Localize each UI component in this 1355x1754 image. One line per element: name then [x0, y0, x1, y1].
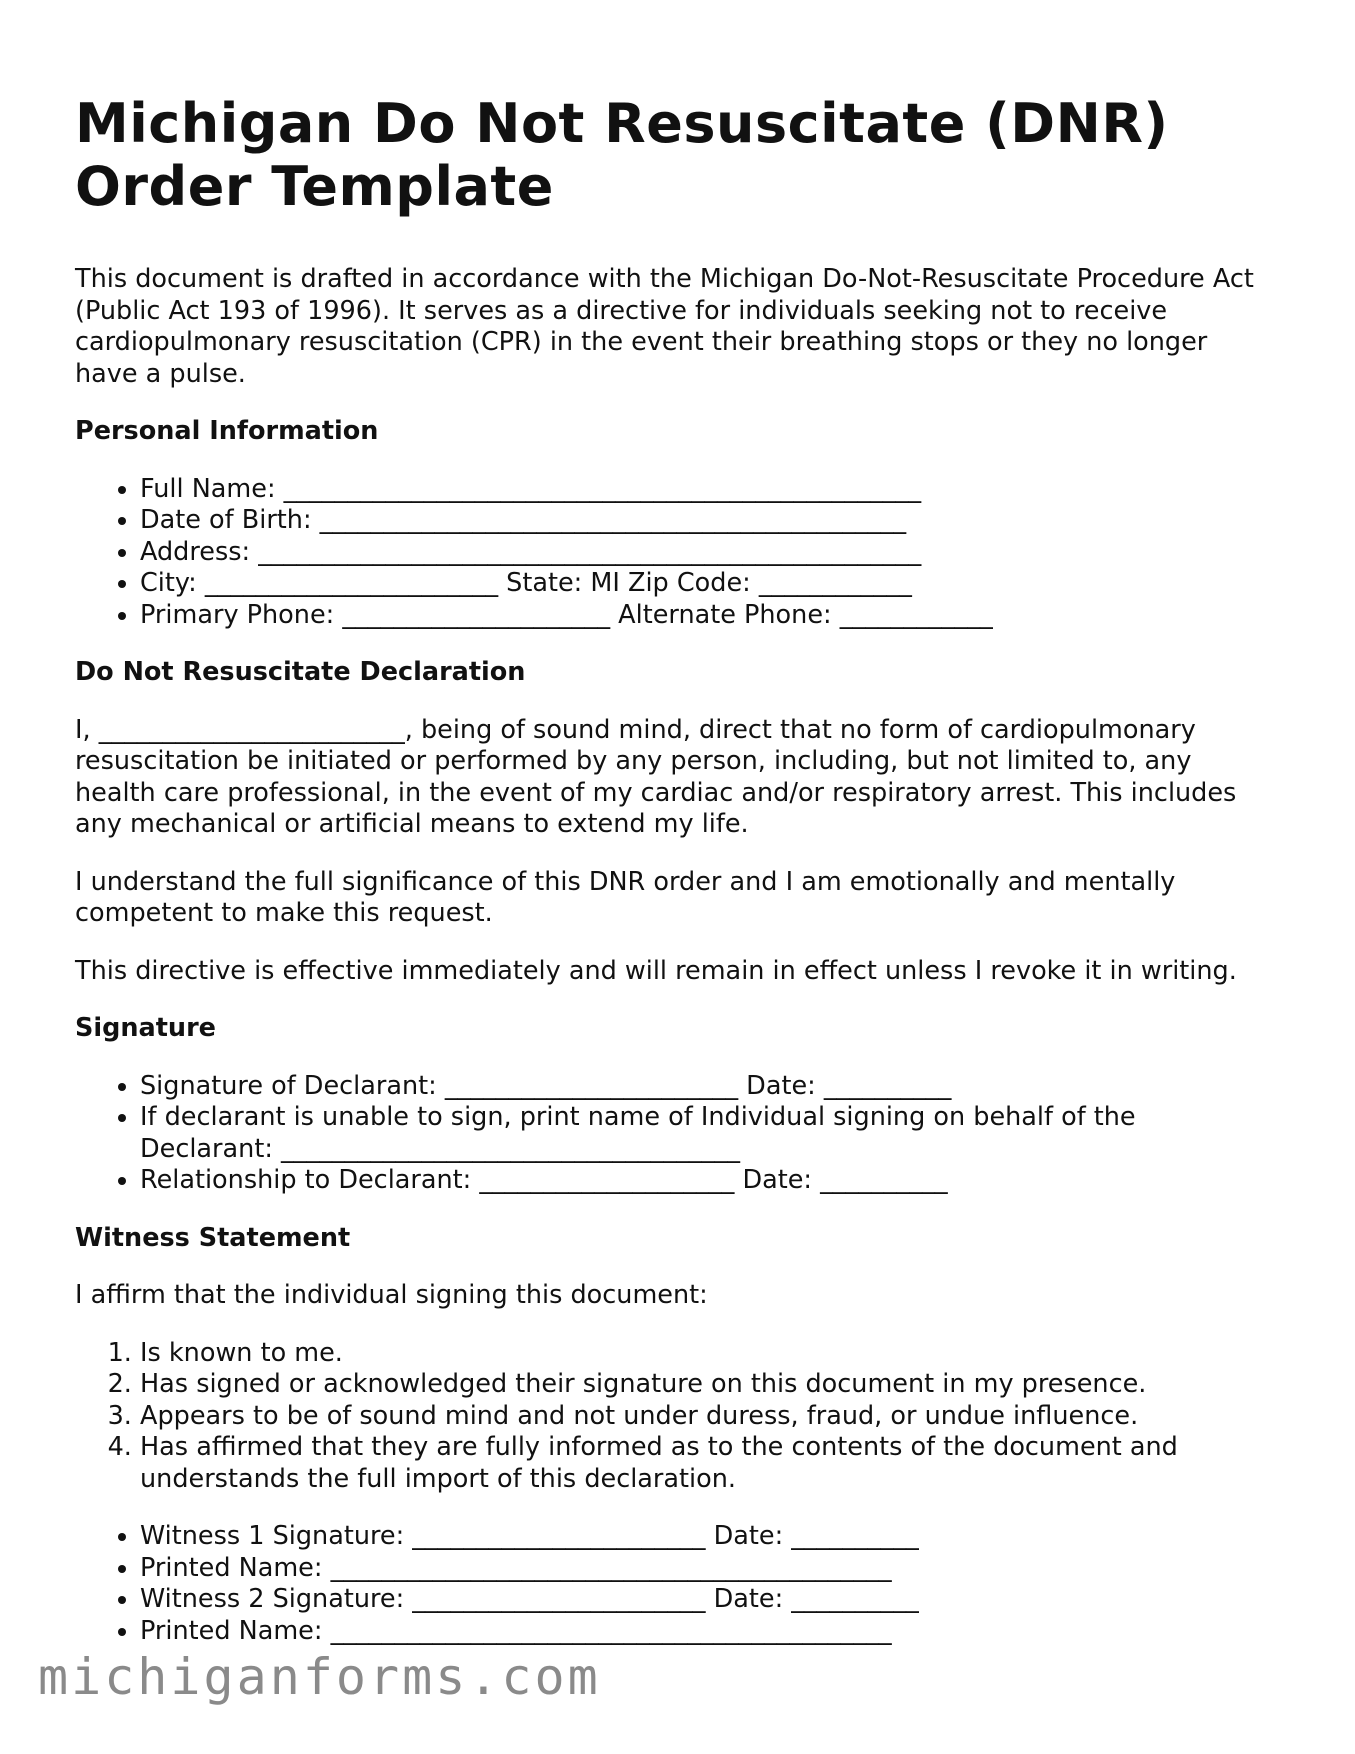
personal-info-list: [75, 474, 1275, 632]
witness-heading: Witness Statement: [75, 1222, 351, 1253]
affirmation-item: 4. Has affirmed that they are fully informed as to the contents of the document and understands the full import of this declaration.: [140, 1432, 1275, 1495]
relationship-field[interactable]: • Relationship to Declarant: ____________________ Date: __________: [140, 1165, 1275, 1197]
declaration-paragraph-3: This directive is effective immediately and will remain in effect unless I revoke it in writing.: [75, 955, 1237, 986]
declaration-paragraph-2: I understand the full significance of this DNR order and I am emotionally and mentally competent to make this request.: [75, 866, 1176, 928]
affirmation-item: 2. Has signed or acknowledged their signature on this document in my presence.: [140, 1369, 1275, 1401]
signature-list: [75, 1071, 1275, 1197]
intro-paragraph: This document is drafted in accordance with the Michigan Do-Not-Resuscitate Procedure Act (Public Act 193 of 1996). It serves as a directive for individuals seeking not to receive cardiopulmonary resuscitation (CPR) in the event their breathing stops or they no longer have a pulse.: [75, 264, 1254, 389]
phone-field[interactable]: • Primary Phone: _____________________ Alternate Phone: ____________: [140, 600, 1275, 632]
site-watermark: michiganforms.com: [38, 1648, 601, 1706]
affirmation-item: 3. Appears to be of sound mind and not under duress, fraud, or undue influence.: [140, 1401, 1275, 1433]
witness-1-printed-name-field[interactable]: • Printed Name: ____________________________________________: [140, 1553, 1275, 1585]
address-field[interactable]: • Address: ____________________________________________________: [140, 537, 1275, 569]
personal-info-heading: Personal Information: [75, 416, 379, 446]
affirmation-list: [75, 1338, 1275, 1496]
declarant-signature-field[interactable]: • Signature of Declarant: _______________________ Date: __________: [140, 1071, 1275, 1103]
city-state-zip-field[interactable]: • City: _______________________ State: MI Zip Code: ____________: [140, 568, 1275, 600]
behalf-signer-field[interactable]: • If declarant is unable to sign, print name of Individual signing on behalf of the Declarant: ____________________________________: [140, 1102, 1275, 1165]
witness-1-signature-field[interactable]: • Witness 1 Signature: _______________________ Date: __________: [140, 1521, 1275, 1553]
signature-heading: Signature: [75, 1013, 216, 1043]
declaration-paragraph-1: I, ________________________, being of sound mind, direct that no form of cardiopulmonary resuscitation be initiated or performed by any person, including, but not limited to, any health care professional, in the event of my cardiac and/or respiratory arrest. This includes any mechanical or artificial means to extend my life.: [75, 714, 1237, 839]
witness-fields-list: [75, 1521, 1275, 1647]
document-page: [75, 92, 1275, 1673]
full-name-field[interactable]: • Full Name: __________________________________________________: [140, 474, 1275, 506]
affirmation-item: 1. Is known to me.: [140, 1338, 1275, 1370]
witness-2-signature-field[interactable]: • Witness 2 Signature: _______________________ Date: __________: [140, 1584, 1275, 1616]
date-of-birth-field[interactable]: • Date of Birth: ______________________________________________: [140, 505, 1275, 537]
witness-2-printed-name-field[interactable]: • Printed Name: ____________________________________________: [140, 1616, 1275, 1648]
declaration-heading: Do Not Resuscitate Declaration: [75, 657, 526, 687]
page-title: Michigan Do Not Resuscitate (DNR) Order Template: [75, 92, 1169, 218]
witness-intro: I affirm that the individual signing this document:: [75, 1280, 708, 1310]
